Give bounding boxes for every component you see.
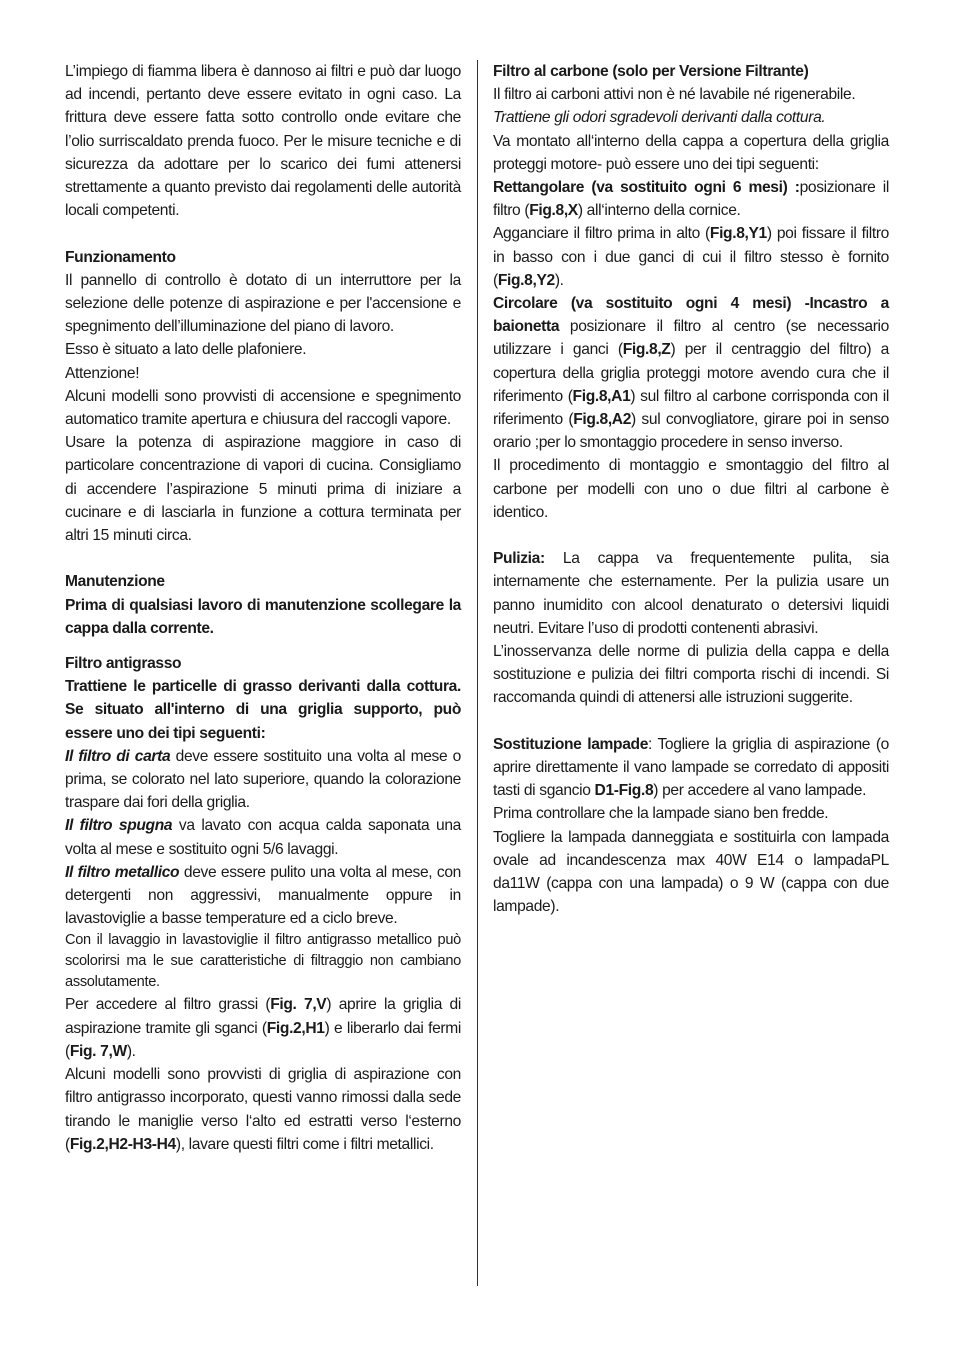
filtro-carta-paragraph: Il filtro di carta deve essere sostituito una volta al mese o prima, se colorato nel lato superiore, quando la colorazione traspare dai fori della griglia. [65, 747, 461, 812]
fig-ref: Fig. 7,W [69, 1042, 127, 1060]
filtro-metallico-label: Il filtro metallico [65, 863, 180, 881]
filtro-antigrasso-intro: Trattiene le particelle di grasso derivanti dalla cottura. Se situato all'interno di una griglia supporto, può essere uno dei tipi seguenti: [65, 678, 461, 742]
inosservanza-paragraph: L’inosservanza delle norme di pulizia della cappa e della sostituzione e pulizia dei filtri comporta rischi di incendi. Si raccomanda quindi di attenersi alle istruzioni suggerite. [493, 643, 889, 707]
sostituzione-lampade-paragraph: Sostituzione lampade: Togliere la griglia di aspirazione (o aprire direttamente il vano lampade se corredato di appositi tasti di sgancio D1-Fig.8) per accedere al vano lampade. [493, 735, 890, 800]
intro-paragraph: L’impiego di fiamma libera è dannoso ai filtri e può dar luogo ad incendi, pertanto deve essere evitato in ogni caso. La frittura deve essere fatta sotto controllo onde evitare che l’olio surriscaldato prenda fuoco. Per le misure tecniche e di sicurezza da adottare per lo scarico dei fumi attenersi strettamente a quanto previsto dai regolamenti delle autorità locali competenti. [65, 63, 461, 220]
section-title-manutenzione: Manutenzione [65, 573, 165, 591]
agganciare-paragraph: Agganciare il filtro prima in alto (Fig.8,Y1) poi fissare il filtro in basso con i due ganci di cui il filtro stesso è fornito (Fig.8,Y2). [493, 225, 889, 289]
lavaggio-note: Con il lavaggio in lavastoviglie il filtro antigrasso metallico può scolorirsi ma le sue caratteristiche di filtraggio non cambiano assolutamente. [65, 932, 461, 991]
fig-ref: Fig.8,Y1 [709, 225, 767, 243]
funz-paragraph-3: Attenzione! [65, 364, 140, 382]
togliere-lampada-paragraph: Togliere la lampada danneggiata e sostituirla con lampada ovale ad incandescenza max 40W E14 o lampadaPL da11W (cappa con una lampada) o 9 W (cappa con due lampade). [493, 828, 889, 916]
manutenzione-warning: Prima di qualsiasi lavoro di manutenzione scollegare la cappa dalla corrente. [65, 596, 461, 637]
funz-paragraph-5: Usare la potenza di aspirazione maggiore in caso di particolare concentrazione di vapori di cucina. Consigliamo di accendere l’aspirazione 5 minuti prima di iniziare a cucinare e di lasciarla in funzione a cottura terminata per altri 15 minuti circa. [65, 434, 461, 545]
circolare-label: Circolare (va sostituito ogni 4 mesi) -Incastro a baionetta [493, 295, 889, 336]
filtro-spugna-paragraph: Il filtro spugna va lavato con acqua calda saponata una volta al mese e sostituito ogni 5/6 lavaggi. [65, 817, 461, 858]
fig-ref: Fig. 7,V [270, 996, 327, 1014]
rettangolare-paragraph: Rettangolare (va sostituito ogni 6 mesi) :posizionare il filtro (Fig.8,X) all‘interno della cornice. [493, 179, 889, 220]
accesso-filtro-paragraph: Per accedere al filtro grassi (Fig. 7,V) aprire la griglia di aspirazione tramite gli sganci (Fig.2,H1) e liberarlo dai fermi (Fig. 7,W). [65, 996, 461, 1060]
carbone-paragraph-1: Il filtro ai carboni attivi non è né lavabile né rigenerabile. [493, 86, 856, 104]
filtro-carta-label: Il filtro di carta [65, 747, 171, 765]
funz-paragraph-2: Esso è situato a lato delle plafoniere. [65, 341, 307, 359]
funz-paragraph-4: Alcuni modelli sono provvisti di accensione e spegnimento automatico tramite apertura e chiusura del raccogli vapore. [65, 387, 461, 429]
procedimento-paragraph: Il procedimento di montaggio e smontaggio del filtro al carbone per modelli con uno o due filtri al carbone è identico. [493, 457, 889, 521]
section-title-filtro-carbone: Filtro al carbone (solo per Versione Filtrante) [493, 63, 809, 80]
column-divider [477, 60, 478, 1286]
filtro-spugna-label: Il filtro spugna [65, 817, 173, 835]
pulizia-paragraph: Pulizia: La cappa va frequentemente pulita, sia internamente che esternamente. Per la pulizia usare un panno inumidito con alcool denaturato o detersivi liquidi neutri. Evitare l’uso di prodotti contenenti abrasivi. [493, 550, 889, 637]
left-column [65, 60, 461, 1156]
fig-ref: Fig.8,A2 [573, 411, 632, 429]
fig-ref: Fig.2,H2-H3-H4 [69, 1135, 176, 1153]
carbone-paragraph-3: Va montato all‘interno della cappa a copertura della griglia proteggi motore- può essere uno dei tipi seguenti: [493, 132, 889, 173]
section-title-funzionamento: Funzionamento [65, 248, 176, 266]
prima-controllare-paragraph: Prima controllare che la lampade siano ben fredde. [493, 805, 829, 823]
griglia-incorporata-paragraph: Alcuni modelli sono provvisti di griglia di aspirazione con filtro antigrasso incorporato, questi vanno rimossi dalla sede tirando le maniglie verso l‘alto ed estratti verso l‘esterno (Fig.2,H2-H3-H4), lavare questi filtri come i filtri metallici. [65, 1066, 461, 1153]
pulizia-label: Pulizia: [493, 550, 545, 568]
sostituzione-label: Sostituzione lampade [493, 735, 649, 753]
filtro-metallico-paragraph: Il filtro metallico deve essere pulito una volta al mese, con detergenti non aggressivi, manualmente oppure in lavastoviglie a basse temperature ed a ciclo breve. [65, 863, 461, 928]
fig-ref: Fig.8,X [529, 202, 578, 220]
fig-ref: Fig.2,H1 [266, 1019, 325, 1037]
fig-ref: Fig.8,Z [622, 341, 671, 359]
rettangolare-label: Rettangolare (va sostituito ogni 6 mesi) : [493, 179, 800, 197]
fig-ref: D1-Fig.8 [594, 782, 654, 800]
fig-ref: Fig.8,A1 [572, 387, 631, 405]
circolare-paragraph: Circolare (va sostituito ogni 4 mesi) -Incastro a baionetta posizionare il filtro al centro (se necessario utilizzare i ganci (Fig.8,Z) per il centraggio del filtro) a copertura della griglia proteggi motore avendo cura che il riferimento (Fig.8,A1) sul filtro al carbone corrisponda con il riferimento (Fig.8,A2) sul convogliatore, girare poi in senso orario ;per lo smontaggio procedere in senso inverso. [493, 295, 889, 452]
section-title-filtro-antigrasso: Filtro antigrasso [65, 655, 182, 673]
carbone-paragraph-2: Trattiene gli odori sgradevoli derivanti dalla cottura. [493, 109, 826, 127]
funz-paragraph-1: Il pannello di controllo è dotato di un interruttore per la selezione delle potenze di aspirazione e per l'accensione e spegnimento dell’illuminazione del piano di lavoro. [65, 271, 461, 336]
right-column [493, 60, 889, 918]
fig-ref: Fig.8,Y2 [497, 271, 555, 289]
